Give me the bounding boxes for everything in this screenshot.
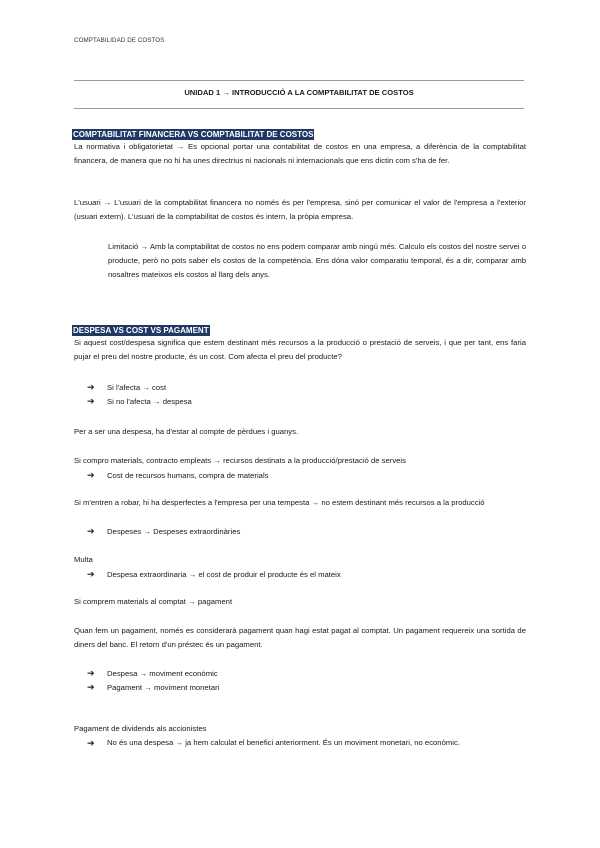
paragraph-comprem-comptat: Si comprem materials al comptat → pagament [74, 597, 233, 606]
list-item [87, 394, 192, 409]
arrow-right-icon: ➔ [87, 396, 95, 406]
paragraph-normativa: La normativa i obligatorietat → Es opcional portar una contabilitat de costos en una empresa, a diferència de la comptabilitat financera, de manera que no hi ha unes directrius ni nacionals ni internacionals que ens dictin com s'ha de fer. [74, 142, 526, 165]
list-item [87, 736, 527, 750]
arrow-right-icon: ➔ [87, 569, 95, 579]
arrow-right-icon: ➔ [87, 738, 95, 748]
paragraph-multa: Multa [74, 555, 93, 564]
section-heading-financera-vs-costos: COMPTABILITAT FINANCERA VS COMPTABILITAT DE COSTOS [73, 130, 314, 139]
arrow-right-icon: ➔ [87, 470, 95, 480]
section-heading-despesa-cost-pagament: DESPESA VS COST VS PAGAMENT [73, 326, 209, 335]
list-item [87, 524, 240, 539]
arrow-right-icon: ➔ [87, 382, 95, 392]
list-item [87, 567, 341, 582]
list-item [87, 680, 219, 695]
list-item-text: Despesa extraordinaria → el cost de produir el producte és el mateix [107, 570, 341, 579]
list-item [87, 468, 269, 483]
paragraph-pagament: Quan fem un pagament, només es considerarà pagament quan hagi estat pagat al comptat. Un pagament requereix una sortida de diners del banc. El retorn d'un préstec és un pagament. [74, 626, 526, 649]
unit-title: UNIDAD 1 → INTRODUCCIÓ A LA COMPTABILITAT DE COSTOS [184, 88, 414, 97]
paragraph-cost-despesa: Si aquest cost/despesa significa que estem destinant més recursos a la producció o prestació de serveis, i que per tant, ens faria pujar el preu del nostre producte, és un cost. Com afecta el preu del producte? [74, 338, 526, 361]
paragraph-compro-materials: Si compro materials, contracto empleats → recursos destinats a la producció/prestació de serveis [74, 456, 406, 465]
list-item-text: No és una despesa → ja hem calculat el benefici anteriorment. És un moviment monetari, no econòmic. [107, 738, 460, 747]
list-item-text: Despeses → Despeses extraordinàries [107, 527, 241, 536]
list-item-text: Pagament → moviment monetari [107, 683, 220, 692]
list-item [87, 380, 166, 395]
title-rule-bottom [74, 108, 524, 109]
arrow-right-icon: ➔ [87, 526, 95, 536]
paragraph-robar: Si m'entren a robar, hi ha desperfectes a l'empresa per una tempesta → no estem destinant més recursos a la producció [74, 498, 485, 507]
list-item-text: Despesa → moviment econòmic [107, 669, 218, 678]
list-item-text: Si l'afecta → cost [107, 383, 167, 392]
page-header: COMPTABILIDAD DE COSTOS [74, 37, 165, 44]
title-rule-top [74, 80, 524, 81]
list-item [87, 666, 218, 681]
arrow-right-icon: ➔ [87, 668, 95, 678]
paragraph-perdues-guanys: Per a ser una despesa, ha d'estar al compte de pèrdues i guanys. [74, 427, 299, 436]
arrow-right-icon: ➔ [87, 682, 95, 692]
paragraph-dividends: Pagament de dividends als accionistes [74, 724, 207, 733]
paragraph-limitacio: Limitació → Amb la comptabilitat de costos no ens podem comparar amb ningú més. Calculo els costos del nostre servei o producte, però no pots saber els costos de la competència. Ens dóna valor comparatiu temporal, és a dir, comparar amb nosaltres mateixos els costos al llarg dels anys. [108, 242, 526, 279]
list-item-text: Si no l'afecta → despesa [107, 397, 192, 406]
paragraph-usuari: L'usuari → L'usuari de la comptabilitat financera no només és per l'empresa, sinó per comunicar el valor de l'empresa a l'exterior (usuari extern). L'usuari de la comptabilitat de costos és intern, la pròpia empresa. [74, 198, 526, 221]
list-item-text: Cost de recursos humans, compra de materials [107, 471, 269, 480]
